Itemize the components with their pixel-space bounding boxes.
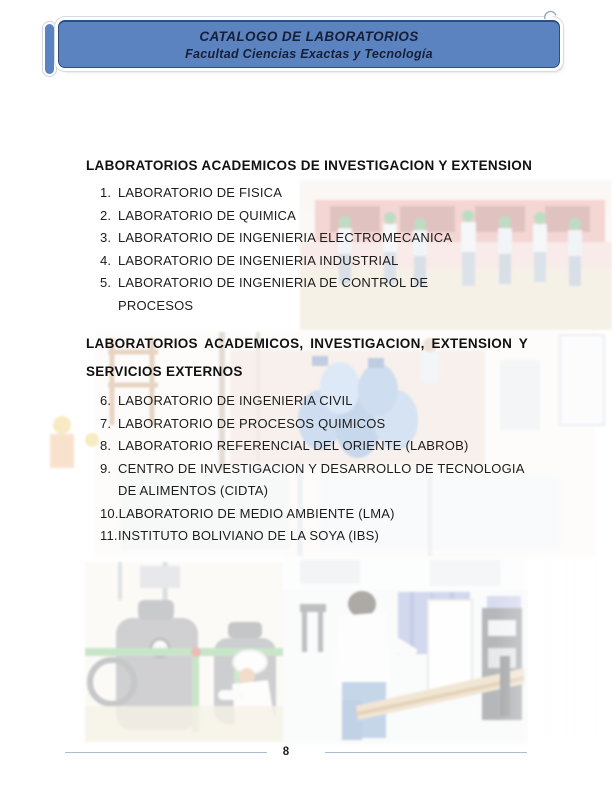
list-item-label: CENTRO DE INVESTIGACION Y DESARROLLO DE TECNOLOGIA DE ALIMENTOS (CIDTA): [118, 460, 525, 498]
page-footer: [65, 745, 527, 759]
list-item-label: LABORATORIO DE QUIMICA: [118, 207, 297, 223]
list-item-label: LABORATORIO DE INGENIERIA ELECTROMECANICA: [118, 230, 453, 245]
list-item-label: LABORATORIO DE INGENIERIA CIVIL: [118, 393, 353, 408]
list-item: [100, 250, 560, 273]
list-item-label: LABORATORIO DE INGENIERIA DE CONTROL DE PROCESOS: [118, 275, 429, 313]
list-item-number: 4.: [100, 252, 112, 268]
catalog-title: CATALOGO DE LABORATORIOS: [199, 28, 419, 44]
list-item-label: LABORATORIO DE FISICA: [118, 185, 283, 200]
page-number: 8: [282, 746, 290, 758]
list-item: [100, 390, 560, 413]
list-item: [100, 227, 560, 250]
footer-divider-left: [65, 752, 267, 753]
list-item: [100, 413, 560, 436]
list-item: [100, 458, 560, 503]
header-banner: [58, 20, 560, 68]
list-item-label: LABORATORIO DE INGENIERIA INDUSTRIAL: [118, 252, 399, 268]
list-item: [100, 525, 560, 548]
section2-heading-line2: SERVICIOS EXTERNOS: [86, 364, 243, 379]
list-item-label: LABORATORIO DE MEDIO AMBIENTE (LMA): [118, 505, 395, 521]
list-item-number: 10.: [100, 505, 119, 521]
list-item-number: 1.: [100, 185, 112, 200]
banner-curl-icon: [543, 7, 558, 21]
list-item-number: 5.: [100, 275, 112, 290]
list-item: [100, 182, 560, 205]
list-item-number: 11.: [100, 528, 118, 543]
faculty-subtitle: Facultad Ciencias Exactas y Tecnología: [185, 46, 433, 61]
footer-divider-right: [325, 752, 527, 753]
list-item: [100, 503, 560, 526]
list-item-number: 3.: [100, 230, 112, 245]
section2-list: [100, 390, 560, 548]
list-item-number: 2.: [100, 207, 112, 223]
list-item-number: 9.: [100, 460, 112, 476]
section2-heading-line1: LABORATORIOS ACADEMICOS, INVESTIGACION, EXTENSION Y: [86, 336, 528, 351]
list-item: [100, 205, 560, 228]
list-item-number: 8.: [100, 438, 112, 453]
section1-list: [100, 182, 560, 317]
section1-heading: LABORATORIOS ACADEMICOS DE INVESTIGACION Y EXTENSION: [86, 158, 533, 173]
list-item: [100, 272, 560, 317]
list-item-label: LABORATORIO REFERENCIAL DEL ORIENTE (LABROB): [118, 438, 469, 453]
section2-heading: [86, 330, 528, 386]
list-item-number: 7.: [100, 415, 112, 431]
list-item: [100, 435, 560, 458]
list-item-number: 6.: [100, 393, 112, 408]
list-item-label: LABORATORIO DE PROCESOS QUIMICOS: [118, 415, 386, 431]
list-item-label: INSTITUTO BOLIVIANO DE LA SOYA (IBS): [118, 528, 380, 543]
